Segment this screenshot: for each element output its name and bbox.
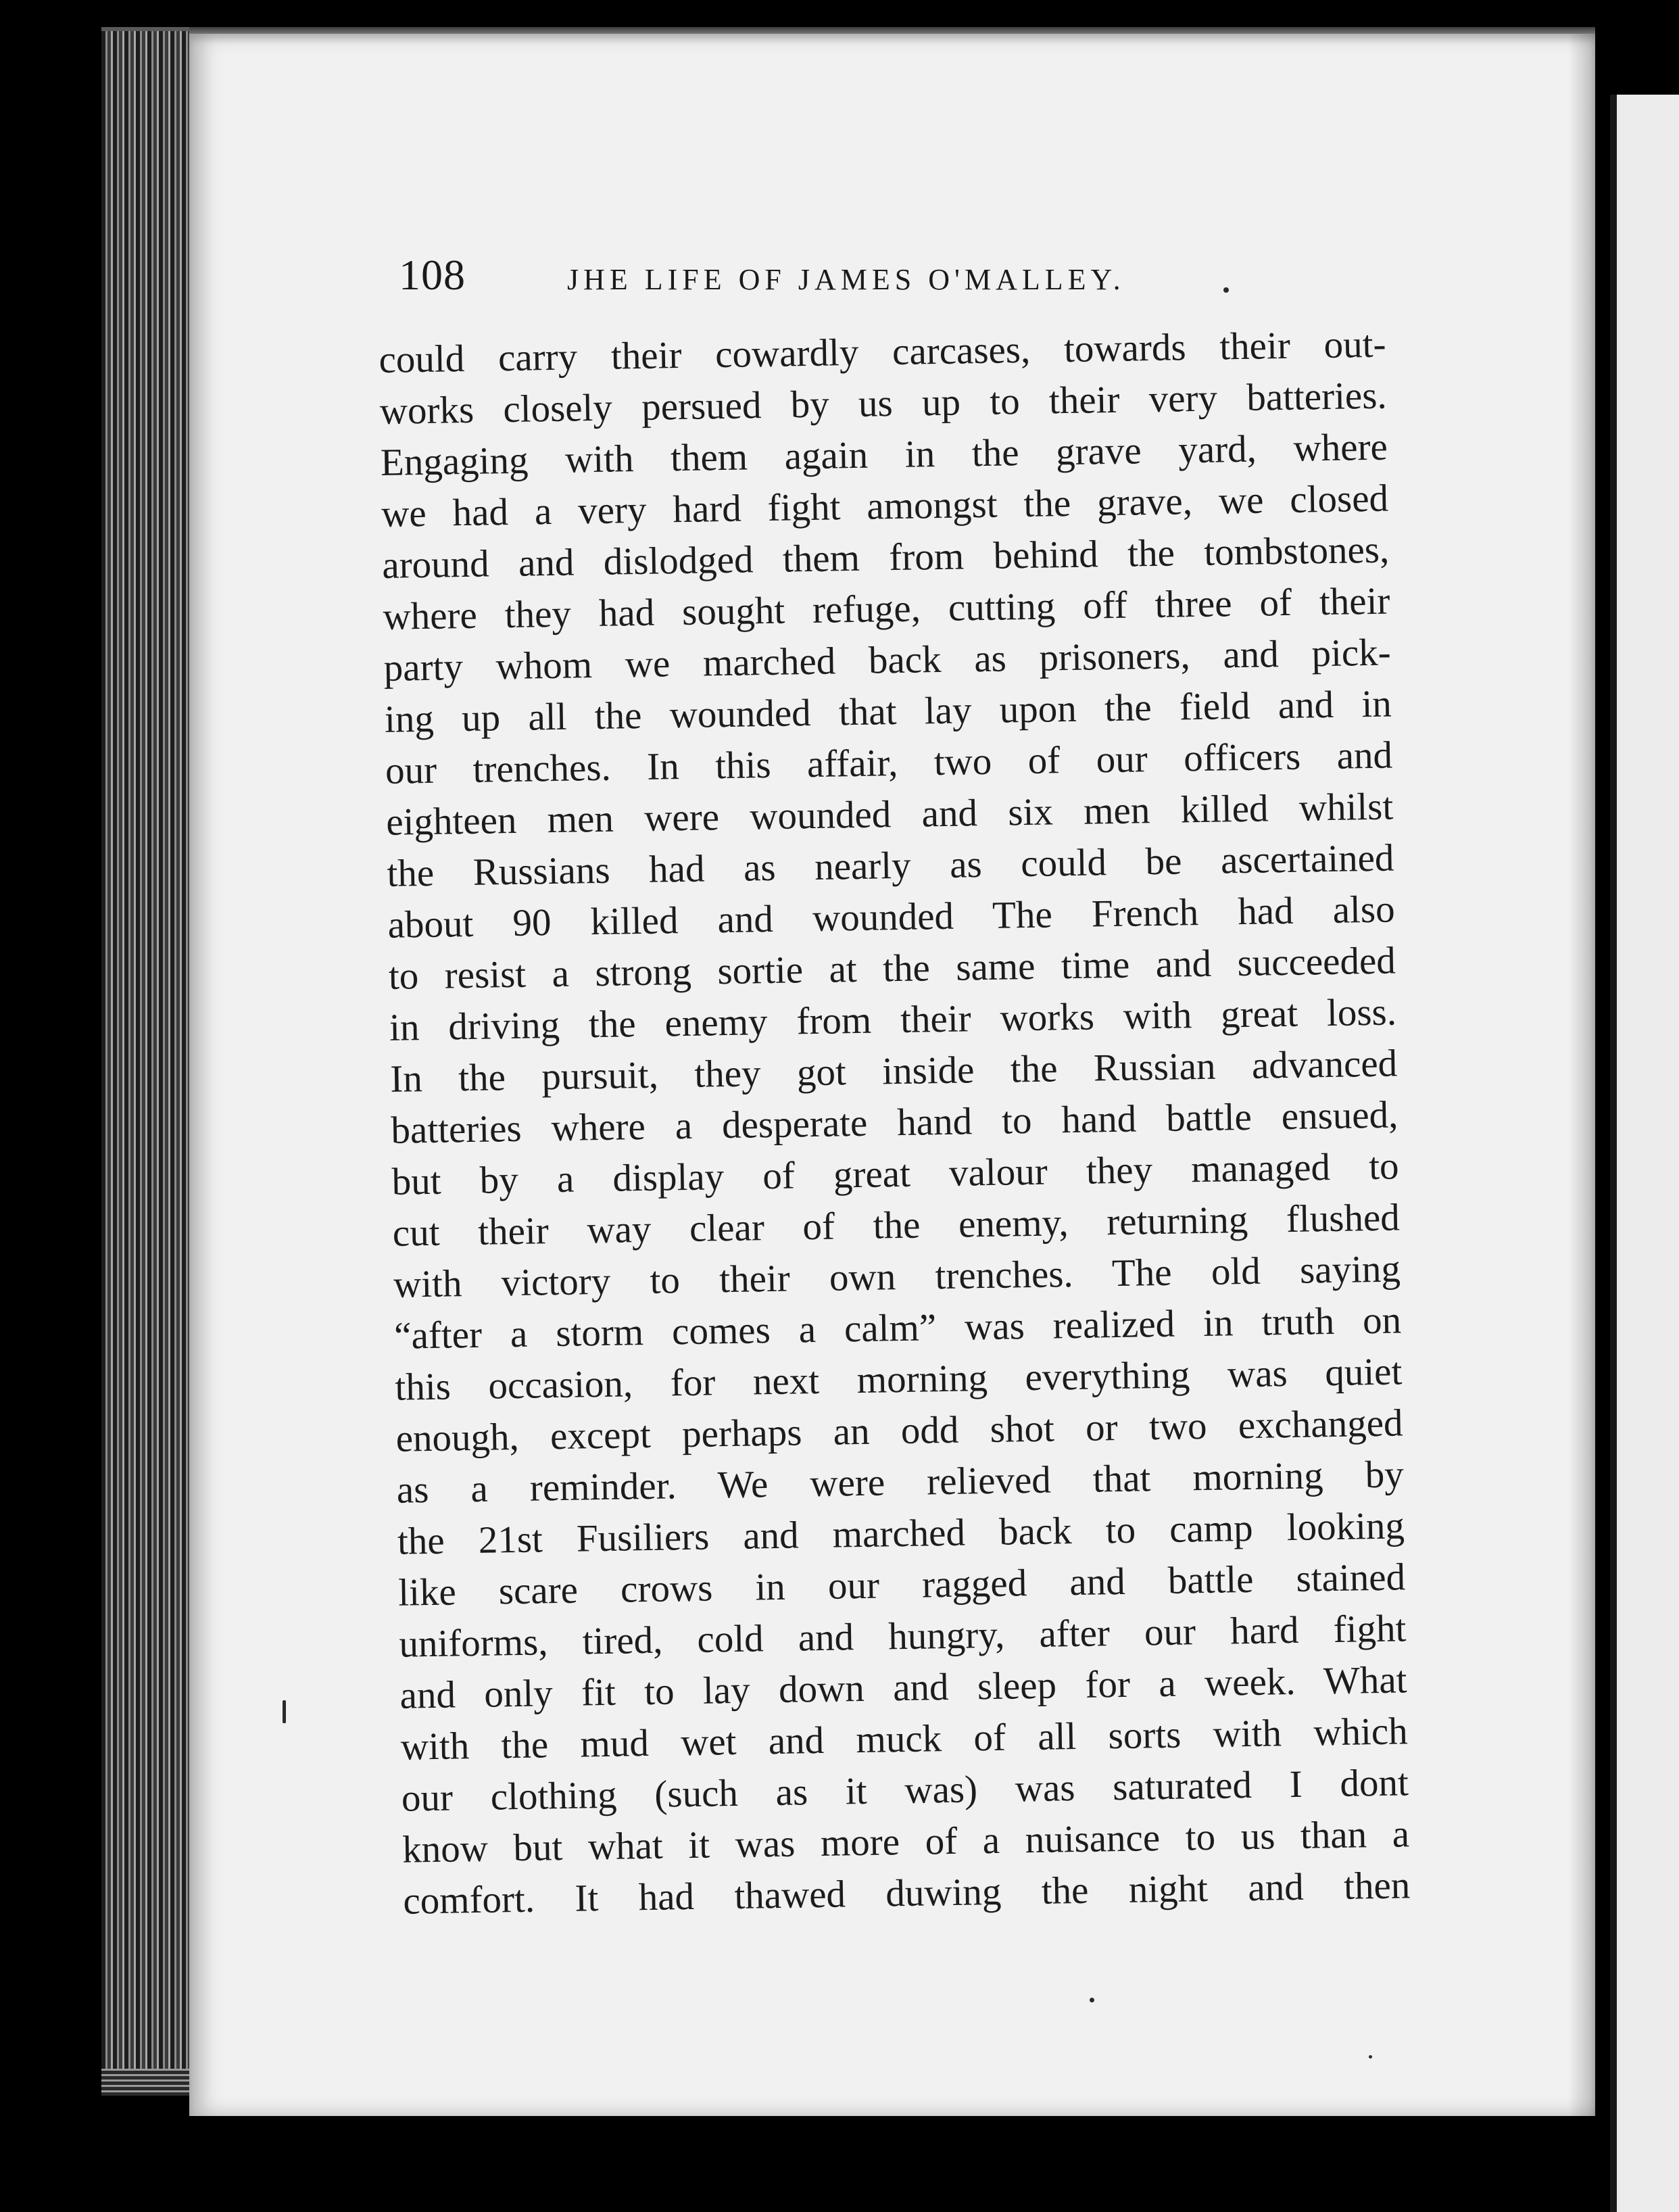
ink-speck bbox=[1223, 287, 1229, 293]
text-line: uniforms, tired, cold and hungry, after our hard fight bbox=[398, 1607, 1407, 1666]
text-line: comfort. It had thawed duwing the night and then bbox=[402, 1864, 1411, 1923]
text-line: our clothing (such as it was) was saturated I dont bbox=[401, 1761, 1409, 1820]
ink-speck bbox=[1369, 2055, 1372, 2059]
text-line: we had a very hard fight amongst the grave, we closed bbox=[381, 477, 1389, 535]
text-line: party whom we marched back as prisoners, and pick- bbox=[383, 631, 1392, 690]
ink-speck bbox=[1090, 1998, 1094, 2002]
text-line: eighteen men were wounded and six men killed whilst bbox=[385, 785, 1394, 844]
text-line: works closely persued by us up to their very batteries. bbox=[379, 374, 1388, 433]
text-line: cut their way clear of the enemy, returning flushed bbox=[392, 1196, 1401, 1255]
text-line: our trenches. In this affair, two of our officers and bbox=[385, 734, 1393, 792]
text-line: with victory to their own trenches. The old saying bbox=[393, 1247, 1401, 1306]
text-line: the Russians had as nearly as could be ascertained bbox=[387, 836, 1394, 895]
text-line: to resist a strong sortie at the same time and succeeded bbox=[388, 939, 1396, 998]
text-line: in driving the enemy from their works with great loss. bbox=[389, 990, 1397, 1049]
text-line: could carry their cowardly carcases, towards their out- bbox=[379, 322, 1386, 381]
text-line: but by a display of great valour they managed to bbox=[391, 1145, 1399, 1203]
text-line: as a reminder. We were relieved that morning by bbox=[396, 1453, 1405, 1512]
running-head-title: JHE LIFE OF JAMES O'MALLEY. bbox=[567, 263, 1125, 296]
page-number: 108 bbox=[399, 251, 466, 299]
text-line: with the mud wet and muck of all sorts with which bbox=[400, 1710, 1409, 1769]
running-head bbox=[399, 250, 1244, 300]
text-line: like scare crows in our ragged and battle stained bbox=[397, 1556, 1406, 1614]
text-line: and only fit to lay down and sleep for a week. What bbox=[399, 1658, 1407, 1717]
text-line: batteries where a desperate hand to hand battle ensued, bbox=[391, 1093, 1398, 1152]
text-line: enough, except perhaps an odd shot or two exchanged bbox=[395, 1401, 1403, 1460]
text-line: Engaging with them again in the grave yard, where bbox=[380, 425, 1388, 484]
body-text bbox=[379, 319, 1411, 1927]
text-line: “after a storm comes a calm” was realized in truth on bbox=[393, 1299, 1402, 1357]
ink-speck bbox=[283, 1700, 286, 1723]
text-line: know but what it was more of a nuisance to us than a bbox=[402, 1812, 1410, 1871]
book-page-edges bbox=[101, 27, 196, 2086]
text-line: In the pursuit, they got inside the Russian advanced bbox=[389, 1042, 1398, 1101]
text-line: ing up all the wounded that lay upon the field and in bbox=[384, 682, 1392, 741]
gutter-shadow bbox=[1568, 34, 1610, 2116]
facing-page-edge bbox=[1610, 95, 1679, 2212]
text-line: around and dislodged them from behind the tombstones, bbox=[381, 528, 1390, 587]
text-line: where they had sought refuge, cutting off three of their bbox=[383, 579, 1390, 638]
text-line: this occasion, for next morning everything was quiet bbox=[394, 1350, 1403, 1409]
text-line: the 21st Fusiliers and marched back to camp looking bbox=[397, 1504, 1405, 1563]
text-line: about 90 killed and wounded The French had also bbox=[387, 888, 1396, 946]
